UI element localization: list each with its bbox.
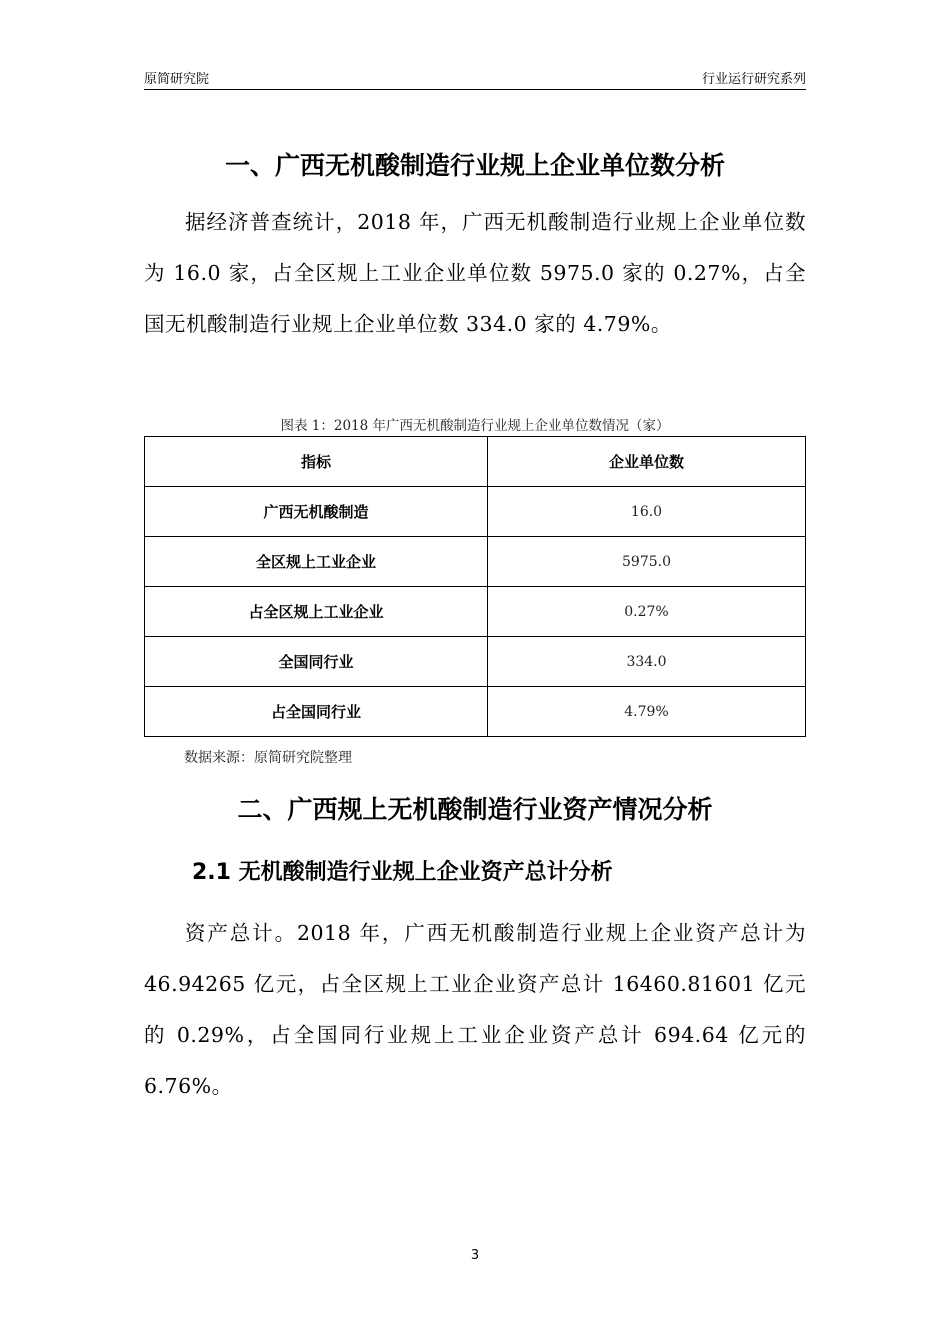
header-left-text: 原简研究院 bbox=[144, 72, 210, 87]
row-value: 5975.0 bbox=[488, 537, 806, 587]
row-label: 广西无机酸制造 bbox=[145, 487, 488, 537]
page-number: 3 bbox=[470, 1248, 480, 1263]
row-value: 16.0 bbox=[488, 487, 806, 537]
section2-subtitle: 2.1 无机酸制造行业规上企业资产总计分析 bbox=[192, 860, 613, 885]
table-caption: 图表 1：2018 年广西无机酸制造行业规上企业单位数情况（家） bbox=[280, 418, 670, 434]
row-label: 全区规上工业企业 bbox=[145, 537, 488, 587]
table-row bbox=[145, 537, 806, 587]
table-header-count: 企业单位数 bbox=[488, 437, 806, 487]
section1-title: 一、广西无机酸制造行业规上企业单位数分析 bbox=[224, 151, 725, 180]
table-header-row bbox=[145, 437, 806, 487]
table-row bbox=[145, 487, 806, 537]
header-divider bbox=[144, 89, 806, 90]
row-label: 占全区规上工业企业 bbox=[145, 587, 488, 637]
row-value: 4.79% bbox=[488, 687, 806, 737]
row-label: 全国同行业 bbox=[145, 637, 488, 687]
table-row bbox=[145, 587, 806, 637]
header-right-text: 行业运行研究系列 bbox=[701, 72, 806, 87]
row-value: 334.0 bbox=[488, 637, 806, 687]
enterprise-count-table bbox=[144, 436, 806, 737]
table-source-note: 数据来源：原简研究院整理 bbox=[184, 750, 352, 766]
section1-paragraph: 据经济普查统计，2018 年，广西无机酸制造行业规上企业单位数为 16.0 家，占全区规上工业企业单位数 5975.0 家的 0.27%，占全国无机酸制造行业规上企业单位数 334.0 家的 4.79%。 bbox=[144, 210, 806, 336]
table-row bbox=[145, 687, 806, 737]
table-header-indicator: 指标 bbox=[145, 437, 488, 487]
row-value: 0.27% bbox=[488, 587, 806, 637]
section2-title: 二、广西规上无机酸制造行业资产情况分析 bbox=[237, 795, 713, 824]
row-label: 占全国同行业 bbox=[145, 687, 488, 737]
table-row bbox=[145, 637, 806, 687]
section2-paragraph: 资产总计。2018 年，广西无机酸制造行业规上企业资产总计为 46.94265 亿元，占全区规上工业企业资产总计 16460.81601 亿元的 0.29%，占全国同行业规上工业企业资产总计 694.64 亿元的 6.76%。 bbox=[144, 921, 806, 1098]
